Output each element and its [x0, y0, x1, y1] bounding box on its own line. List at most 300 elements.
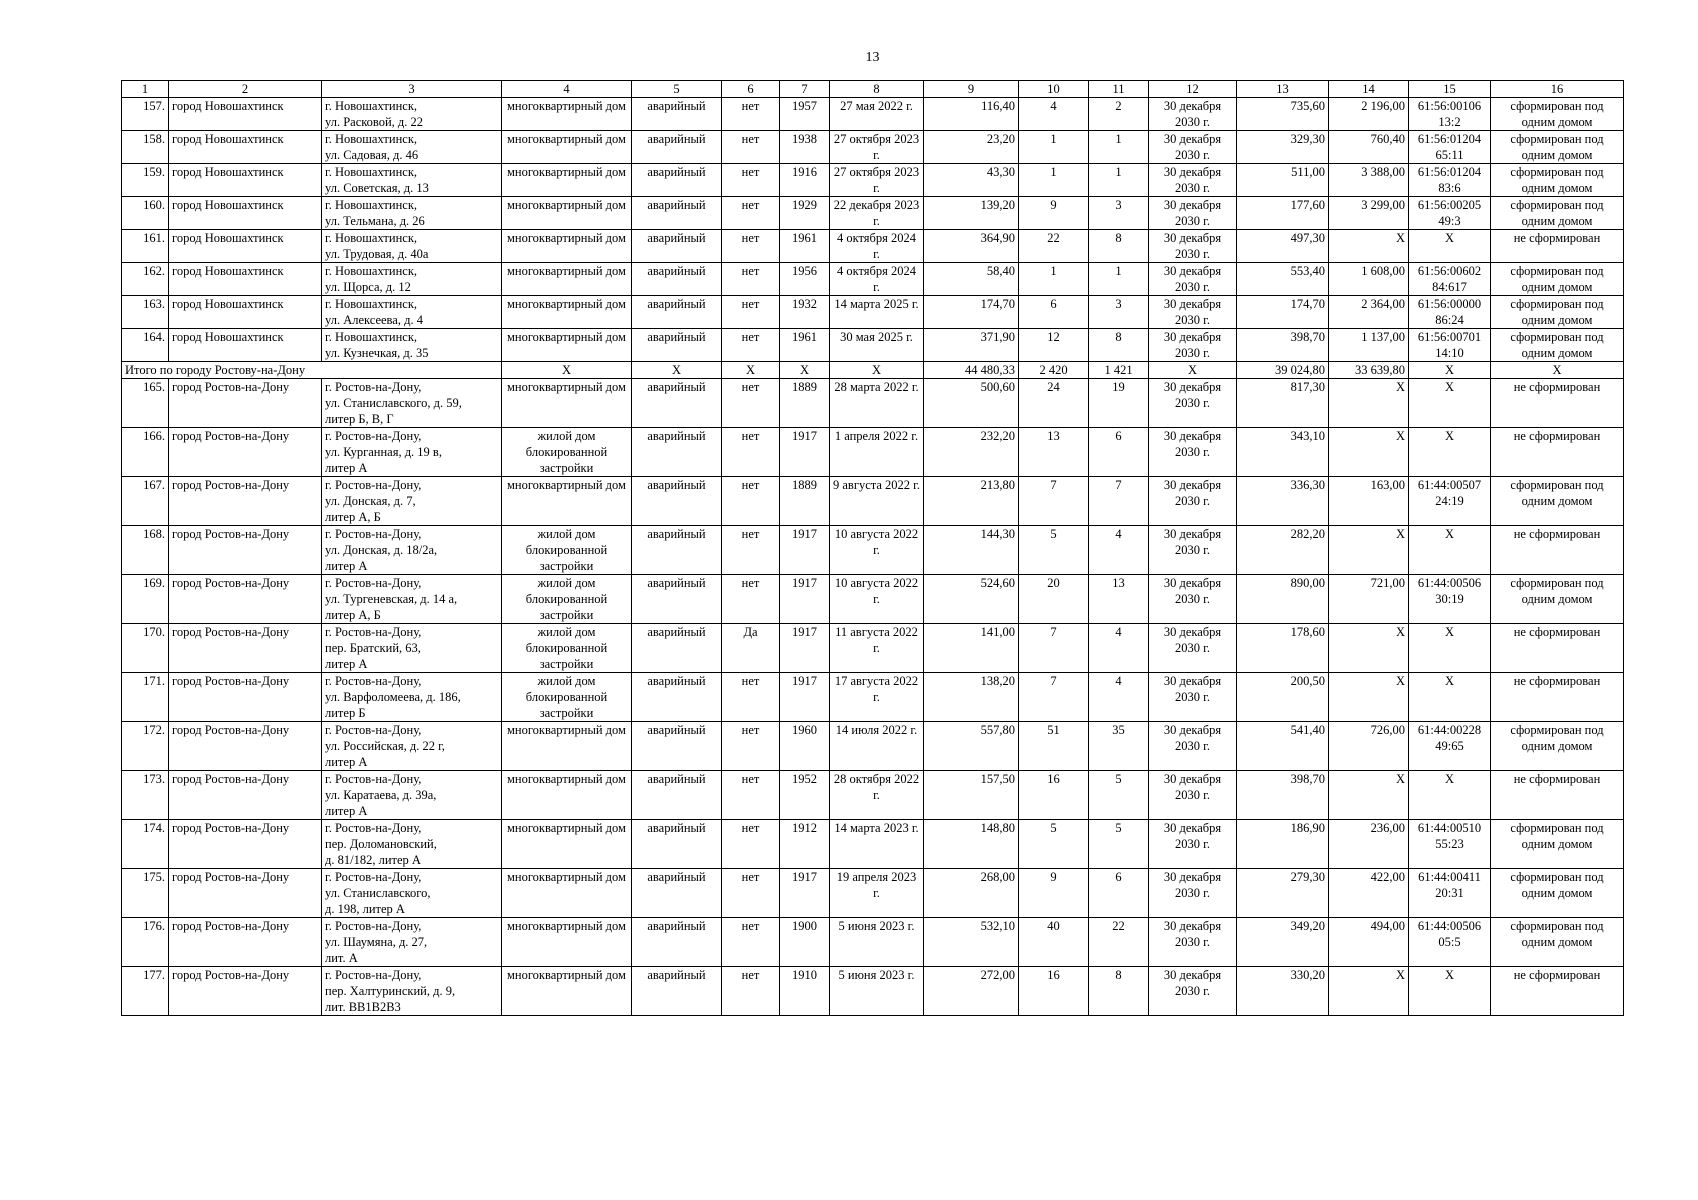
residents-cell: 6 [1019, 296, 1089, 329]
building-type-cell: многоквартирный дом [502, 263, 632, 296]
flag-cell: нет [722, 296, 780, 329]
deadline-cell: 30 декабря 2030 г. [1149, 98, 1237, 131]
recognition-date-cell: 5 июня 2023 г. [830, 967, 924, 1016]
land-status-cell: сформирован под одним домом [1491, 918, 1624, 967]
units-cell: 8 [1089, 329, 1149, 362]
table-row [122, 98, 1624, 131]
row-number-cell: 174. [122, 820, 169, 869]
deadline-cell: 30 декабря 2030 г. [1149, 869, 1237, 918]
value-14-cell: Х [1329, 624, 1409, 673]
row-number-cell: 168. [122, 526, 169, 575]
units-cell: 2 [1089, 98, 1149, 131]
value-14-cell: Х [1329, 230, 1409, 263]
building-type-cell: многоквартирный дом [502, 131, 632, 164]
units-cell: 4 [1089, 673, 1149, 722]
residents-cell: 12 [1019, 329, 1089, 362]
deadline-cell: 30 декабря 2030 г. [1149, 918, 1237, 967]
build-year-cell: 1889 [780, 379, 830, 428]
build-year-cell: 1917 [780, 575, 830, 624]
total-c11: 1 421 [1089, 362, 1149, 379]
municipality-cell: город Новошахтинск [169, 164, 322, 197]
flag-cell: нет [722, 918, 780, 967]
flag-cell: нет [722, 477, 780, 526]
municipality-cell: город Ростов-на-Дону [169, 869, 322, 918]
table-row [122, 428, 1624, 477]
municipality-cell: город Ростов-на-Дону [169, 624, 322, 673]
row-number-cell: 176. [122, 918, 169, 967]
municipality-cell: город Ростов-на-Дону [169, 526, 322, 575]
value-14-cell: 3 299,00 [1329, 197, 1409, 230]
row-number-cell: 160. [122, 197, 169, 230]
land-status-cell: сформирован под одним домом [1491, 869, 1624, 918]
address-cell: г. Ростов-на-Дону, пер. Братский, 63, литер А [322, 624, 502, 673]
municipality-cell: город Новошахтинск [169, 131, 322, 164]
units-cell: 35 [1089, 722, 1149, 771]
flag-cell: Да [722, 624, 780, 673]
land-status-cell: сформирован под одним домом [1491, 296, 1624, 329]
building-type-cell: многоквартирный дом [502, 869, 632, 918]
flag-cell: нет [722, 771, 780, 820]
area-cell: 364,90 [924, 230, 1019, 263]
row-number-cell: 157. [122, 98, 169, 131]
address-cell: г. Новошахтинск, ул. Трудовая, д. 40а [322, 230, 502, 263]
value-14-cell: Х [1329, 967, 1409, 1016]
build-year-cell: 1938 [780, 131, 830, 164]
deadline-cell: 30 декабря 2030 г. [1149, 820, 1237, 869]
units-cell: 5 [1089, 771, 1149, 820]
land-status-cell: сформирован под одним домом [1491, 164, 1624, 197]
value-14-cell: 3 388,00 [1329, 164, 1409, 197]
condition-status-cell: аварийный [632, 526, 722, 575]
table-row [122, 329, 1624, 362]
building-type-cell: многоквартирный дом [502, 98, 632, 131]
cadastral-number-cell: 61:56:00000 86:24 [1409, 296, 1491, 329]
cadastral-number-cell: Х [1409, 771, 1491, 820]
table-row [122, 820, 1624, 869]
condition-status-cell: аварийный [632, 428, 722, 477]
column-number-10: 10 [1019, 81, 1089, 98]
land-status-cell: сформирован под одним домом [1491, 263, 1624, 296]
value-13-cell: 336,30 [1237, 477, 1329, 526]
build-year-cell: 1957 [780, 98, 830, 131]
row-number-cell: 165. [122, 379, 169, 428]
value-14-cell: 2 196,00 [1329, 98, 1409, 131]
residents-cell: 1 [1019, 164, 1089, 197]
building-type-cell: многоквартирный дом [502, 771, 632, 820]
deadline-cell: 30 декабря 2030 г. [1149, 131, 1237, 164]
address-cell: г. Ростов-на-Дону, пер. Доломановский, д. 81/182, литер А [322, 820, 502, 869]
total-c5: Х [632, 362, 722, 379]
value-14-cell: 1 608,00 [1329, 263, 1409, 296]
deadline-cell: 30 декабря 2030 г. [1149, 967, 1237, 1016]
condition-status-cell: аварийный [632, 673, 722, 722]
municipality-cell: город Новошахтинск [169, 230, 322, 263]
building-type-cell: многоквартирный дом [502, 197, 632, 230]
recognition-date-cell: 14 марта 2025 г. [830, 296, 924, 329]
cadastral-number-cell: Х [1409, 379, 1491, 428]
value-13-cell: 329,30 [1237, 131, 1329, 164]
column-number-6: 6 [722, 81, 780, 98]
value-13-cell: 186,90 [1237, 820, 1329, 869]
column-number-14: 14 [1329, 81, 1409, 98]
flag-cell: нет [722, 575, 780, 624]
condition-status-cell: аварийный [632, 869, 722, 918]
land-status-cell: не сформирован [1491, 771, 1624, 820]
units-cell: 8 [1089, 967, 1149, 1016]
residents-cell: 40 [1019, 918, 1089, 967]
recognition-date-cell: 28 октября 2022 г. [830, 771, 924, 820]
row-number-cell: 164. [122, 329, 169, 362]
residents-cell: 51 [1019, 722, 1089, 771]
row-number-cell: 171. [122, 673, 169, 722]
value-13-cell: 735,60 [1237, 98, 1329, 131]
row-number-cell: 159. [122, 164, 169, 197]
column-number-4: 4 [502, 81, 632, 98]
address-cell: г. Ростов-на-Дону, ул. Каратаева, д. 39а, литер А [322, 771, 502, 820]
housing-registry-table [121, 80, 1624, 1016]
area-cell: 213,80 [924, 477, 1019, 526]
municipality-cell: город Ростов-на-Дону [169, 428, 322, 477]
value-14-cell: 1 137,00 [1329, 329, 1409, 362]
recognition-date-cell: 10 августа 2022 г. [830, 575, 924, 624]
recognition-date-cell: 27 октября 2023 г. [830, 164, 924, 197]
page-number: 13 [865, 50, 880, 65]
row-number-cell: 173. [122, 771, 169, 820]
column-number-1: 1 [122, 81, 169, 98]
area-cell: 144,30 [924, 526, 1019, 575]
address-cell: г. Новошахтинск, ул. Расковой, д. 22 [322, 98, 502, 131]
table-row [122, 296, 1624, 329]
build-year-cell: 1917 [780, 428, 830, 477]
build-year-cell: 1889 [780, 477, 830, 526]
condition-status-cell: аварийный [632, 296, 722, 329]
building-type-cell: многоквартирный дом [502, 379, 632, 428]
condition-status-cell: аварийный [632, 722, 722, 771]
table-body [122, 81, 1624, 1016]
column-number-11: 11 [1089, 81, 1149, 98]
municipality-cell: город Ростов-на-Дону [169, 379, 322, 428]
units-cell: 6 [1089, 428, 1149, 477]
municipality-cell: город Новошахтинск [169, 197, 322, 230]
value-14-cell: 2 364,00 [1329, 296, 1409, 329]
area-cell: 268,00 [924, 869, 1019, 918]
cadastral-number-cell: Х [1409, 526, 1491, 575]
units-cell: 1 [1089, 131, 1149, 164]
deadline-cell: 30 декабря 2030 г. [1149, 624, 1237, 673]
deadline-cell: 30 декабря 2030 г. [1149, 296, 1237, 329]
building-type-cell: многоквартирный дом [502, 164, 632, 197]
value-14-cell: Х [1329, 771, 1409, 820]
value-14-cell: 726,00 [1329, 722, 1409, 771]
table-row [122, 197, 1624, 230]
deadline-cell: 30 декабря 2030 г. [1149, 230, 1237, 263]
cadastral-number-cell: 61:44:00228 49:65 [1409, 722, 1491, 771]
address-cell: г. Ростов-на-Дону, ул. Российская, д. 22 г, литер А [322, 722, 502, 771]
building-type-cell: многоквартирный дом [502, 967, 632, 1016]
total-c6: Х [722, 362, 780, 379]
condition-status-cell: аварийный [632, 820, 722, 869]
row-number-cell: 161. [122, 230, 169, 263]
table-row [122, 526, 1624, 575]
build-year-cell: 1917 [780, 526, 830, 575]
build-year-cell: 1960 [780, 722, 830, 771]
total-c7: Х [780, 362, 830, 379]
land-status-cell: сформирован под одним домом [1491, 329, 1624, 362]
total-c10: 2 420 [1019, 362, 1089, 379]
column-number-header-row [122, 81, 1624, 98]
recognition-date-cell: 10 августа 2022 г. [830, 526, 924, 575]
value-13-cell: 177,60 [1237, 197, 1329, 230]
cadastral-number-cell: 61:44:00411 20:31 [1409, 869, 1491, 918]
total-c14: 33 639,80 [1329, 362, 1409, 379]
column-number-7: 7 [780, 81, 830, 98]
flag-cell: нет [722, 967, 780, 1016]
row-number-cell: 158. [122, 131, 169, 164]
address-cell: г. Ростов-на-Дону, пер. Халтуринский, д. 9, лит. ВВ1В2В3 [322, 967, 502, 1016]
deadline-cell: 30 декабря 2030 г. [1149, 673, 1237, 722]
table-row [122, 131, 1624, 164]
value-14-cell: 721,00 [1329, 575, 1409, 624]
column-number-12: 12 [1149, 81, 1237, 98]
recognition-date-cell: 17 августа 2022 г. [830, 673, 924, 722]
condition-status-cell: аварийный [632, 379, 722, 428]
municipality-cell: город Новошахтинск [169, 296, 322, 329]
column-number-16: 16 [1491, 81, 1624, 98]
cadastral-number-cell: 61:44:00506 05:5 [1409, 918, 1491, 967]
land-status-cell: сформирован под одним домом [1491, 477, 1624, 526]
condition-status-cell: аварийный [632, 575, 722, 624]
building-type-cell: многоквартирный дом [502, 230, 632, 263]
address-cell: г. Ростов-на-Дону, ул. Станиславского, д. 59, литер Б, В, Г [322, 379, 502, 428]
units-cell: 22 [1089, 918, 1149, 967]
cadastral-number-cell: 61:56:01204 83:6 [1409, 164, 1491, 197]
residents-cell: 5 [1019, 820, 1089, 869]
value-14-cell: 163,00 [1329, 477, 1409, 526]
address-cell: г. Ростов-на-Дону, ул. Курганная, д. 19 в, литер А [322, 428, 502, 477]
condition-status-cell: аварийный [632, 197, 722, 230]
building-type-cell: жилой дом блокированной застройки [502, 526, 632, 575]
flag-cell: нет [722, 820, 780, 869]
residents-cell: 5 [1019, 526, 1089, 575]
deadline-cell: 30 декабря 2030 г. [1149, 477, 1237, 526]
land-status-cell: сформирован под одним домом [1491, 820, 1624, 869]
value-14-cell: 422,00 [1329, 869, 1409, 918]
building-type-cell: многоквартирный дом [502, 296, 632, 329]
value-14-cell: 760,40 [1329, 131, 1409, 164]
address-cell: г. Новошахтинск, ул. Садовая, д. 46 [322, 131, 502, 164]
address-cell: г. Ростов-на-Дону, ул. Станиславского, д. 198, литер А [322, 869, 502, 918]
value-13-cell: 174,70 [1237, 296, 1329, 329]
land-status-cell: не сформирован [1491, 428, 1624, 477]
building-type-cell: многоквартирный дом [502, 477, 632, 526]
address-cell: г. Новошахтинск, ул. Тельмана, д. 26 [322, 197, 502, 230]
flag-cell: нет [722, 722, 780, 771]
condition-status-cell: аварийный [632, 329, 722, 362]
municipality-cell: город Новошахтинск [169, 98, 322, 131]
flag-cell: нет [722, 428, 780, 477]
condition-status-cell: аварийный [632, 967, 722, 1016]
flag-cell: нет [722, 131, 780, 164]
cadastral-number-cell: 61:44:00507 24:19 [1409, 477, 1491, 526]
deadline-cell: 30 декабря 2030 г. [1149, 428, 1237, 477]
column-number-15: 15 [1409, 81, 1491, 98]
address-cell: г. Ростов-на-Дону, ул. Тургеневская, д. 14 а, литер А, Б [322, 575, 502, 624]
table-row [122, 673, 1624, 722]
units-cell: 19 [1089, 379, 1149, 428]
cadastral-number-cell: Х [1409, 230, 1491, 263]
recognition-date-cell: 28 марта 2022 г. [830, 379, 924, 428]
value-14-cell: 236,00 [1329, 820, 1409, 869]
table-row [122, 164, 1624, 197]
total-c13: 39 024,80 [1237, 362, 1329, 379]
units-cell: 6 [1089, 869, 1149, 918]
area-cell: 557,80 [924, 722, 1019, 771]
total-c4: Х [502, 362, 632, 379]
address-cell: г. Ростов-на-Дону, ул. Шаумяна, д. 27, лит. А [322, 918, 502, 967]
value-13-cell: 817,30 [1237, 379, 1329, 428]
deadline-cell: 30 декабря 2030 г. [1149, 197, 1237, 230]
deadline-cell: 30 декабря 2030 г. [1149, 526, 1237, 575]
value-13-cell: 282,20 [1237, 526, 1329, 575]
table-row [122, 967, 1624, 1016]
deadline-cell: 30 декабря 2030 г. [1149, 771, 1237, 820]
row-number-cell: 172. [122, 722, 169, 771]
table-row [122, 918, 1624, 967]
address-cell: г. Новошахтинск, ул. Алексеева, д. 4 [322, 296, 502, 329]
residents-cell: 13 [1019, 428, 1089, 477]
deadline-cell: 30 декабря 2030 г. [1149, 575, 1237, 624]
column-number-5: 5 [632, 81, 722, 98]
condition-status-cell: аварийный [632, 164, 722, 197]
condition-status-cell: аварийный [632, 263, 722, 296]
units-cell: 1 [1089, 263, 1149, 296]
recognition-date-cell: 19 апреля 2023 г. [830, 869, 924, 918]
build-year-cell: 1956 [780, 263, 830, 296]
row-number-cell: 166. [122, 428, 169, 477]
units-cell: 8 [1089, 230, 1149, 263]
value-13-cell: 200,50 [1237, 673, 1329, 722]
units-cell: 4 [1089, 624, 1149, 673]
row-number-cell: 162. [122, 263, 169, 296]
table-row [122, 869, 1624, 918]
build-year-cell: 1932 [780, 296, 830, 329]
flag-cell: нет [722, 98, 780, 131]
recognition-date-cell: 22 декабря 2023 г. [830, 197, 924, 230]
area-cell: 272,00 [924, 967, 1019, 1016]
recognition-date-cell: 9 августа 2022 г. [830, 477, 924, 526]
value-14-cell: 494,00 [1329, 918, 1409, 967]
land-status-cell: не сформирован [1491, 379, 1624, 428]
land-status-cell: сформирован под одним домом [1491, 131, 1624, 164]
municipality-cell: город Новошахтинск [169, 263, 322, 296]
cadastral-number-cell: 61:56:00701 14:10 [1409, 329, 1491, 362]
value-13-cell: 398,70 [1237, 771, 1329, 820]
residents-cell: 16 [1019, 967, 1089, 1016]
recognition-date-cell: 14 марта 2023 г. [830, 820, 924, 869]
residents-cell: 1 [1019, 131, 1089, 164]
cadastral-number-cell: 61:56:00205 49:3 [1409, 197, 1491, 230]
row-number-cell: 169. [122, 575, 169, 624]
recognition-date-cell: 4 октября 2024 г. [830, 263, 924, 296]
cadastral-number-cell: 61:44:00510 55:23 [1409, 820, 1491, 869]
building-type-cell: многоквартирный дом [502, 918, 632, 967]
residents-cell: 7 [1019, 624, 1089, 673]
area-cell: 141,00 [924, 624, 1019, 673]
total-c16: Х [1491, 362, 1624, 379]
build-year-cell: 1952 [780, 771, 830, 820]
building-type-cell: многоквартирный дом [502, 722, 632, 771]
flag-cell: нет [722, 673, 780, 722]
deadline-cell: 30 декабря 2030 г. [1149, 329, 1237, 362]
recognition-date-cell: 5 июня 2023 г. [830, 918, 924, 967]
address-cell: г. Ростов-на-Дону, ул. Донская, д. 18/2а, литер А [322, 526, 502, 575]
area-cell: 371,90 [924, 329, 1019, 362]
flag-cell: нет [722, 869, 780, 918]
land-status-cell: не сформирован [1491, 624, 1624, 673]
flag-cell: нет [722, 263, 780, 296]
value-13-cell: 330,20 [1237, 967, 1329, 1016]
row-number-cell: 167. [122, 477, 169, 526]
table-row [122, 624, 1624, 673]
condition-status-cell: аварийный [632, 624, 722, 673]
units-cell: 5 [1089, 820, 1149, 869]
condition-status-cell: аварийный [632, 477, 722, 526]
address-cell: г. Новошахтинск, ул. Кузнечкая, д. 35 [322, 329, 502, 362]
deadline-cell: 30 декабря 2030 г. [1149, 164, 1237, 197]
land-status-cell: сформирован под одним домом [1491, 575, 1624, 624]
build-year-cell: 1917 [780, 624, 830, 673]
building-type-cell: жилой дом блокированной застройки [502, 624, 632, 673]
row-number-cell: 177. [122, 967, 169, 1016]
column-number-2: 2 [169, 81, 322, 98]
table-row [122, 230, 1624, 263]
value-13-cell: 178,60 [1237, 624, 1329, 673]
area-cell: 58,40 [924, 263, 1019, 296]
municipality-cell: город Ростов-на-Дону [169, 967, 322, 1016]
value-14-cell: Х [1329, 428, 1409, 477]
condition-status-cell: аварийный [632, 771, 722, 820]
row-number-cell: 175. [122, 869, 169, 918]
value-13-cell: 511,00 [1237, 164, 1329, 197]
units-cell: 13 [1089, 575, 1149, 624]
area-cell: 23,20 [924, 131, 1019, 164]
land-status-cell: не сформирован [1491, 526, 1624, 575]
cadastral-number-cell: Х [1409, 673, 1491, 722]
value-13-cell: 541,40 [1237, 722, 1329, 771]
cadastral-number-cell: Х [1409, 624, 1491, 673]
table-row [122, 477, 1624, 526]
total-c15: Х [1409, 362, 1491, 379]
build-year-cell: 1929 [780, 197, 830, 230]
residents-cell: 9 [1019, 197, 1089, 230]
units-cell: 3 [1089, 296, 1149, 329]
column-number-3: 3 [322, 81, 502, 98]
build-year-cell: 1910 [780, 967, 830, 1016]
area-cell: 116,40 [924, 98, 1019, 131]
deadline-cell: 30 декабря 2030 г. [1149, 722, 1237, 771]
municipality-cell: город Новошахтинск [169, 329, 322, 362]
cadastral-number-cell: 61:44:00506 30:19 [1409, 575, 1491, 624]
build-year-cell: 1917 [780, 673, 830, 722]
recognition-date-cell: 4 октября 2024 г. [830, 230, 924, 263]
row-number-cell: 170. [122, 624, 169, 673]
address-cell: г. Ростов-на-Дону, ул. Варфоломеева, д. 186, литер Б [322, 673, 502, 722]
build-year-cell: 1912 [780, 820, 830, 869]
flag-cell: нет [722, 329, 780, 362]
value-14-cell: Х [1329, 526, 1409, 575]
units-cell: 1 [1089, 164, 1149, 197]
residents-cell: 20 [1019, 575, 1089, 624]
